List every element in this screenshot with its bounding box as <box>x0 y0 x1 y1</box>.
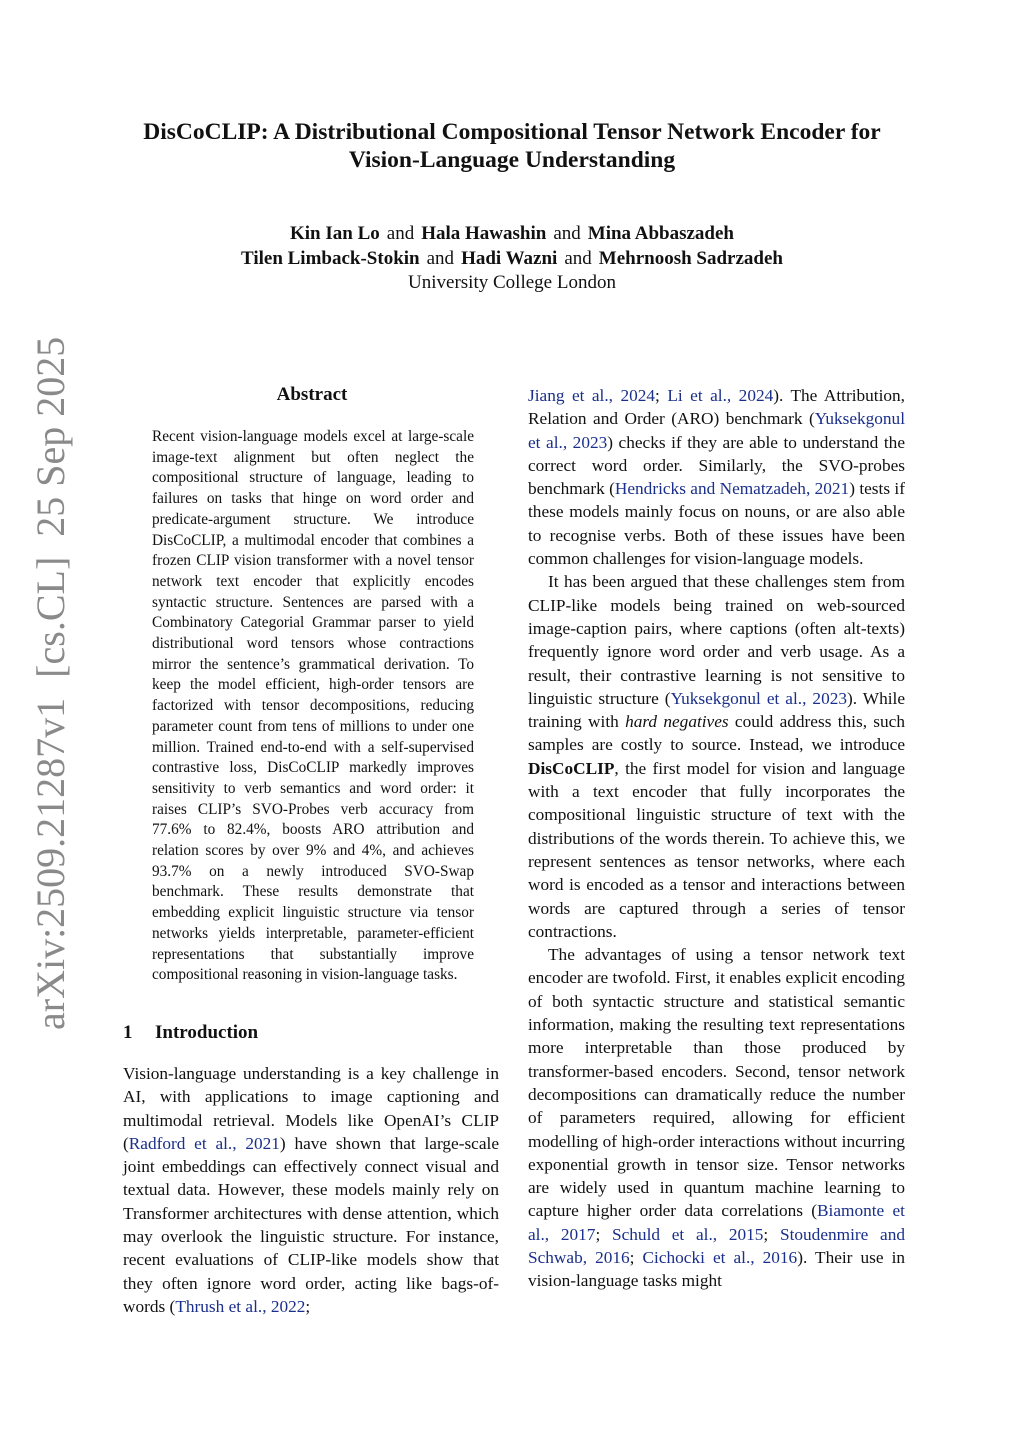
author-name: Hadi Wazni <box>461 247 558 269</box>
intro-paragraph-1 <box>123 1062 499 1318</box>
citation-link[interactable]: Yuksekgonul et al., 2023 <box>528 409 905 452</box>
right-paragraph-3 <box>528 943 905 1292</box>
body-text: could address this, such samples are costly to source. Instead, we introduce <box>528 712 905 755</box>
author-name: Hala Hawashin <box>421 223 547 244</box>
author-line-1 <box>100 222 924 247</box>
body-text: The advantages of using a tensor network text encoder are twofold. First, it enables explicit encoding of both syntactic structure and statistical semantic information, making the resulting text representations more interpretable than those produced by transformer-based encoders. Second, tensor network decompositions can dramatically reduce the number of parameters required, allowing for efficient modelling of high-order interactions without incurring exponential growth in tensor size. Tensor networks are widely used in quantum machine learning to capture higher order data correlations ( <box>528 945 905 1221</box>
abstract-text: Recent vision-language models excel at large-scale image-text alignment but often neglect the compositional structure of language, leading to failures on tasks that hinge on word order and predicate-argument structure. We introduce DisCoCLIP, a multimodal encoder that combines a frozen CLIP vision transformer with a novel tensor network text encoder that explicitly encodes syntactic structure. Sentences are parsed with a Combinatory Categorial Grammar parser to yield distributional word tensors whose contractions mirror the sentence’s grammatical derivation. To keep the model efficient, high-order tensors are factorized with tensor decompositions, reducing parameter count from tens of millions to under one million. Trained end-to-end with a self-supervised contrastive loss, DisCoCLIP markedly improves sensitivity to verb semantics and word order: it raises CLIP’s SVO-Probes verb accuracy from 77.6% to 82.4%, boosts ARO attribution and relation scores by over 9% and 4%, and achieves 93.7% on a newly introduced SVO-Swap benchmark. These results demonstrate that embedding explicit linguistic structure via tensor networks yields interpretable, parameter-efficient representations that substantially improve compositional reasoning in vision-language tasks. <box>152 428 474 984</box>
body-text: ; <box>655 386 668 405</box>
body-text: ). Their use in vision-language tasks might <box>528 1247 906 1291</box>
citation-link[interactable]: Hendricks and Nematzadeh, 2021 <box>614 479 850 499</box>
title-line-1: DisCoCLIP: A Distributional Compositional Tensor Network Encoder for <box>143 119 881 145</box>
citation-link[interactable]: Yuksekgonul et al., 2023 <box>670 688 847 708</box>
citation-link[interactable]: Schuld et al., 2015 <box>612 1224 764 1244</box>
body-text: Vision-language understanding is a key challenge in AI, with applications to image captioning and multimodal retrieval. Models like OpenAI’s CLIP ( <box>123 1064 499 1153</box>
body-text: ) checks if they are able to understand the correct word order. Similarly, the SVO-probes benchmark ( <box>528 432 905 499</box>
citation-link[interactable]: Jiang et al., 2024 <box>528 386 656 405</box>
citation-link[interactable]: Thrush et al., 2022 <box>175 1296 306 1316</box>
body-text: ; <box>629 1247 643 1267</box>
body-text: ; <box>305 1296 311 1316</box>
affiliation: University College London <box>408 272 616 293</box>
author-separator: and <box>426 247 455 269</box>
citation-link[interactable]: Li et al., 2024 <box>667 386 774 405</box>
author-separator: and <box>386 223 415 244</box>
right-paragraph-1 <box>528 384 905 570</box>
body-text: ). While training with <box>528 688 905 732</box>
body-text: ; <box>763 1224 780 1244</box>
emphasis-text: hard negatives <box>625 712 729 732</box>
arxiv-stamp <box>29 337 73 1030</box>
author-separator: and <box>564 247 592 269</box>
body-text: , the first model for vision and language with a text encoder that fully incorporates the compositional linguistic structure of text with the distributions of the words therein. To achieve this, we represent sentences as tensor networks, where each word is encoded as a tensor and interactions between words are captured through a series of tensor contractions. <box>528 758 905 941</box>
body-text: ) tests if these models mainly focus on nouns, or are also able to recognise verbs. Both of these issues have been common challenges for vision-language models. <box>528 479 905 569</box>
body-text: ) have shown that large-scale joint embeddings can effectively connect visual and textual data. However, these models mainly rely on Transformer architectures with dense attention, which may overlook the linguistic structure. For instance, recent evaluations of CLIP-like models show that they often ignore word order, acting like bags-of-words ( <box>123 1133 499 1316</box>
body-text: ). The Attribution, Relation and Order (ARO) benchmark ( <box>528 386 905 429</box>
citation-link[interactable]: Stoudenmire and Schwab, 2016 <box>528 1224 906 1267</box>
author-name: Mina Abbaszadeh <box>587 223 734 244</box>
author-name: Kin Ian Lo <box>290 223 380 244</box>
right-paragraph-2 <box>528 570 905 943</box>
citation-link[interactable]: Cichocki et al., 2016 <box>642 1247 798 1267</box>
author-line-2 <box>100 247 924 272</box>
body-text: ; <box>595 1224 612 1244</box>
section-number: 1 <box>123 1022 133 1043</box>
author-block <box>100 222 924 296</box>
author-name: Mehrnoosh Sadrzadeh <box>598 247 783 269</box>
model-name-bold: DisCoCLIP <box>528 758 615 778</box>
body-text: It has been argued that these challenges stem from CLIP-like models being trained on web-sourced image-caption pairs, where captions (often alt-texts) frequently ignore word order and verb usage. As a result, their contrastive learning is not sensitive to linguistic structure ( <box>528 572 905 708</box>
section-heading-introduction <box>123 1022 258 1044</box>
right-column <box>528 384 905 1293</box>
arxiv-id-text: arXiv:2509.21287v1 [cs.CL] 25 Sep 2025 <box>28 336 73 1030</box>
author-separator: and <box>553 223 581 244</box>
citation-link[interactable]: Radford et al., 2021 <box>128 1133 280 1153</box>
abstract-heading: Abstract <box>276 384 348 405</box>
author-name: Tilen Limback-Stokin <box>241 247 420 269</box>
citation-link[interactable]: Biamonte et al., 2017 <box>528 1201 905 1244</box>
title-line-2: Vision-Language Understanding <box>348 147 676 173</box>
section-title: Introduction <box>155 1022 259 1043</box>
paper-title <box>100 118 924 174</box>
